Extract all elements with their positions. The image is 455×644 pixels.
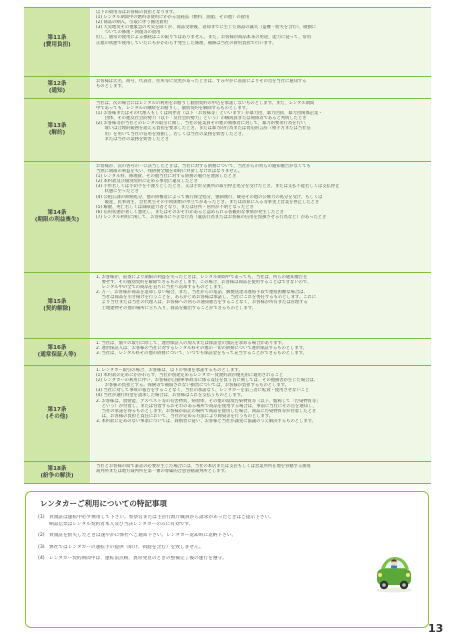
term-label (24, 462, 91, 483)
term-body (91, 99, 431, 161)
term-text-line: (5) 解散、死亡若しくは制限能力者となり、または住所・居所が不明となったとき (96, 204, 254, 210)
term-text-line: は、お客様の負担と責任において、当社が定める方法により除染等を行うものとします。 (96, 413, 274, 419)
term-text-line: 2. 万一、お客様が商品を返却しない場合、また、当社からの電話、郵便送達等連絡手段で連絡困難な場合は、 (96, 290, 308, 296)
term-text-line: 或いは合理的範囲を超える負担を要求したとき、または暴力的行為または脅迫的言辞（相手方または当社信 (96, 126, 311, 132)
article-title: (通常保証人等) (37, 352, 77, 358)
rental-note-text (49, 545, 420, 552)
term-text-line: (2) レンタカーの利用に伴い、お客様が自動車事故等に係る責任を負う旨に関しては、その他損害が生じた場合は、 (96, 378, 319, 384)
rental-note-line: 弊社ではレンタカーの運転手の提供（紹介、斡旋を含む）を致しません。 (49, 544, 204, 550)
term-text-line: 中であっても、レンタルの継続をお断りし、個別契約を解除するものとします。 (96, 106, 251, 112)
term-text-line: 要せず、その個別契約を解除できるものとします。この場合、お客様は商品を使用することはできないので、 (96, 280, 312, 286)
term-text-line: 土地建物その他の場所に立ち入り、商品を搬出することができるものとします。 (96, 305, 257, 311)
article-title: (契約解除) (43, 305, 71, 312)
term-text-line: 3. 当社は、レンタル料その他の債務について、いつでも保証金をもって充当することができるものとします。 (96, 351, 307, 357)
term-text-line: (3) 当社に対して事故の報告をすることなく、当社の承諾なく、レンタカーを第三者に転貸・使用させないこと (96, 388, 310, 394)
article-title: (期限の利益喪失) (34, 217, 80, 223)
term-label (24, 162, 91, 272)
term-body (91, 77, 431, 98)
term-text-line: 但し、通常の使用による損耗はこの限りではありません。また、お客様が商品本来の用途、能力に従って、常用 (96, 35, 312, 41)
term-text-line: 1. レンタカー取引の場合、お客様は、以下の事項を承諾するものとします。 (96, 368, 243, 373)
rental-note-item (34, 533, 420, 540)
article-number: 第18条 (47, 465, 67, 472)
term-text-line: 2. お客様は、放射能、アスベスト等の有害物質、病原体、その他の環境汚染物質等（以下、総称して「汚染物質等」 (96, 398, 321, 404)
term-text-line: (1) 本約款の定めにかかわらず、当社が別途定めるレンタカー貸渡約款が優先的に適用されること (96, 373, 284, 379)
rental-note-line: 納品伝票はレンタル契約者本人及び当該レンタカーのみに有効です。 (49, 521, 194, 527)
term-text-line: 当社は、次の場合にはレンタルの利用をお断りし個別契約の申込を承諾しないものとします。また、レンタル期間 (96, 101, 315, 106)
term-body (91, 462, 431, 483)
term-text-line: 当社は商品を引き揚げを行うことを、あらかじめお客様は承諾し、当社にこれを委任するものとします。これに (96, 295, 317, 301)
term-text-line: ものとします。 (96, 84, 126, 90)
term-text-line: (1) レンタル料、修理費、その他当社に対する債務の履行を遅滞したとき (96, 174, 237, 180)
term-text-line: (7) レンタル利用に関して、お客様等に不正な行為（違法行為またはお客様の信用を毀損させる行為など）があったとき (96, 214, 327, 220)
article-number: 第12条 (47, 80, 67, 87)
car-driver-illustration (371, 545, 417, 593)
term-text-line: (6) 信用状態が著しく悪化し、またはそのおそれがあると認められる客観的な事情が発生したとき (96, 209, 284, 215)
rental-note-item (34, 515, 420, 528)
rental-note-line: 貸渡証を紛失したときは速やかに弊社へご通知下さい。レンタカー返却時に返納下さい。 (49, 533, 237, 539)
term-body (91, 339, 431, 365)
rental-note-text (49, 533, 420, 540)
term-label (24, 366, 91, 461)
term-text-line: 破産、民事再生、会社更生その手続開始の申立てがあったとき、または清算に入る等事実上営業を停止したとき (96, 199, 320, 205)
article-number: 第11条 (47, 35, 67, 41)
term-text-line: 3. 本約款に定めのない事項については、商慣習に従い、お客様と当社が誠実に協議のうえ解決するものとします。 (96, 418, 316, 424)
article-title: (その他) (46, 413, 68, 420)
term-text-line: 2. 連帯保証人は、お客様の当社に対するレンタル料その他の一切の債務について連帯保証するものとします。 (96, 346, 308, 352)
term-text-line: ついての修理・回復等の費用 (96, 30, 161, 36)
term-text-line: お客様は氏名、商号、代表者、住所等に変更があったときは、すみやかに書面によりその旨を当社に通知する (96, 79, 307, 84)
term-label (24, 273, 91, 338)
article-number: 第15条 (47, 298, 67, 305)
term-text-line: 用）を用いて当社の信用を毀損し、若しくは当社の業務を妨害したとき、 (96, 131, 247, 137)
term-text-line: (1) レンタル期間中の燃料等使用にかかる消耗品（燃料、油脂、その他）の費用 (96, 15, 250, 21)
article-number: 第17条 (47, 406, 67, 413)
article-number: 第16条 (47, 345, 67, 351)
article-title: (通知) (48, 87, 66, 94)
rental-note-number: (3) (38, 544, 45, 550)
rental-note-number: (2) (38, 533, 45, 539)
term-text-line: 当然に期限の利益を失い、残債務全額を即時に弁済しなければなりません。 (96, 169, 243, 175)
term-row (24, 339, 431, 366)
page-number: 13 (428, 622, 444, 635)
term-text-line: (2) 商品の納入、引取に伴う搬送費用 (96, 20, 168, 26)
term-text-line: 裁判所または地方裁判所を第一審の専属的合意管轄裁判所とします。 (96, 469, 229, 475)
term-text-line: (4) 公租公課の滞納処分、他の債権者によって執行保全処分、強制執行、競売その他の公権力の処分を受け、もしくは (96, 194, 323, 200)
article-title: (紛争の解決) (40, 472, 74, 479)
rental-note-number: (4) (38, 556, 45, 562)
term-text-line: 以下の費用等はお客様の負担となります。 (96, 10, 178, 15)
term-text-line: 正規の状態で使用していたにもかかわらず発生した修理、補修は当社の費用負担で行います。 (96, 40, 277, 46)
rental-car-notes-title: レンタカーご利用についての特記事項 (40, 499, 167, 508)
term-label (24, 99, 91, 161)
article-title: (費用負担) (43, 42, 71, 48)
term-text-line: という）が付着し、または付着するおそれのある場所で商品を使用する場合は、事前に当社にその旨を通知し、 (96, 403, 317, 409)
article-title: (解約) (48, 130, 66, 136)
term-row (24, 99, 431, 162)
rental-car-notes-box (25, 491, 429, 628)
rental-note-line: 貸渡証は運転中必ず携帯して下さい。警察官または主管行政庁職員から請求があったときはご提示下さい。 (49, 515, 274, 520)
term-text-line: 1. お客様が、前条により期限の利益を失ったときは、レンタル期間中であっても、当社は、何らの通知催告を (96, 275, 308, 280)
term-text-line: より当社または当社の代理人は、お客様への何らの通知催告をすることなく、お客様が所有または管理する (96, 300, 308, 306)
term-text-line: 当社の承諾を得るものとします。お客様が前記の場所で商品を使用した場合、商品に汚染物質等が付着したとき (96, 408, 317, 414)
term-text-line: (2) 本約款及び個別契約に定める事項に違反したとき (96, 179, 198, 185)
terms-table (24, 7, 431, 484)
term-label (24, 77, 91, 98)
term-text-line: お客様の負担とする。保険等で補償されない損害については、お客様が負担するものとします。 (96, 383, 289, 389)
term-text-line: レンタル中の全ての商品を直ちに当社へ返却するものとします。 (96, 285, 226, 291)
rental-note-item (34, 556, 420, 563)
article-number: 第14条 (47, 210, 67, 216)
term-label (24, 339, 91, 365)
rental-note-text (49, 515, 420, 528)
term-text-line: (2) お客様等が当社とのレンタル取引に関し、当社の従業員その他の関係者に対して、暴力的要求行為を行い、 (96, 121, 310, 127)
term-text-line: または当社の業務を妨害したとき (96, 136, 170, 142)
term-body (91, 8, 431, 76)
rental-note-line: レンタカー契約期間中は、運転前点検、異常発見のときの整備完了後の運行を遵守。 (49, 556, 227, 562)
term-body (91, 366, 431, 461)
term-text-line: (4) 当社が通行料金を請求した場合は、お客様はこれを支払うものとします。 (96, 393, 245, 399)
term-body (91, 273, 431, 338)
term-row (24, 7, 431, 77)
term-text-line: 1. 当社は、個々の取引に際して、連帯保証人の加入または保証金の預託を求める場合があります。 (96, 341, 286, 346)
term-text-line: 団体、その他反社会的勢力（以下「反社会的勢力」という）の構成員または関係者であると判明したとき (96, 116, 307, 122)
rental-note-number: (1) (38, 515, 45, 520)
term-text-line: (1) お客様またはその代理人もしくは同伴者（以下「お客様等」といいます）が暴力団、暴力団員、暴力団関係企業・ (96, 111, 323, 117)
term-text-line: (3) 手形若しくは小切手を不渡りとしたとき、又は手形交換所の取引停止処分を受けたとき、または支払不能若しくは支払停止 (96, 184, 340, 190)
term-row (24, 77, 431, 99)
term-text-line: 状態に至ったとき (96, 189, 139, 195)
term-text-line: 当社とお客様の間で訴訟の必要が生じた場合には、当社の本店または支店もしくは営業所所在地を管轄する簡易 (96, 464, 311, 469)
term-text-line: (3) 天災地変その他緊急の火災を除くか、商品受領後、返却までに生じた商品の滅失（盗難・紛失を含む）、破損に (96, 25, 317, 31)
rental-note-text (49, 556, 420, 563)
term-row (24, 273, 431, 339)
term-row (24, 162, 431, 273)
term-text-line: お客様が、次の各号の一に該当したときは、当社に対する債務について、当社からの何らの通知催告がなくても (96, 164, 311, 169)
term-row (24, 462, 431, 484)
term-row (24, 366, 431, 462)
term-body (91, 162, 431, 272)
article-number: 第13条 (47, 123, 67, 129)
rental-note-item (34, 545, 420, 552)
rental-car-notes-list (34, 515, 420, 563)
term-label (24, 8, 91, 76)
